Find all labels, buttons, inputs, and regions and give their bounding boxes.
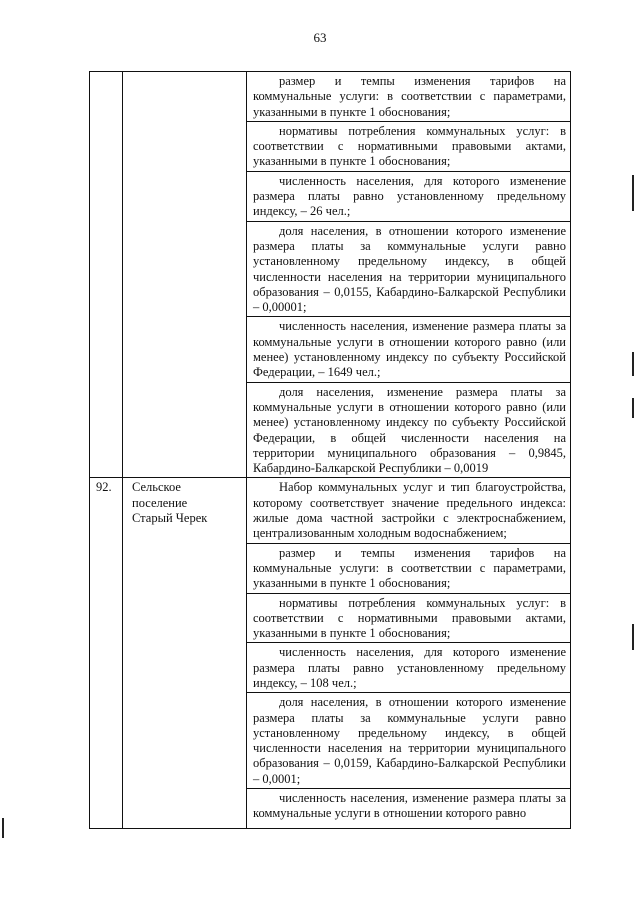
tariff-table xyxy=(89,71,571,829)
parameter-paragraph: размер и темпы изменения тарифов на коммунальные услуги: в соответствии с параметрами, указанными в пункте 1 обоснования; xyxy=(247,544,570,594)
parameter-paragraph: нормативы потребления коммунальных услуг: в соответствии с нормативными правовыми актами, указанными в пункте 1 обоснования; xyxy=(247,594,570,644)
parameters-cell xyxy=(247,72,571,478)
parameters-cell xyxy=(247,478,571,829)
page-number: 63 xyxy=(313,30,327,45)
table-row xyxy=(90,478,571,829)
parameter-paragraph: размер и темпы изменения тарифов на коммунальные услуги: в соответствии с параметрами, указанными в пункте 1 обоснования; xyxy=(247,72,570,122)
settlement-name-line: Старый Черек xyxy=(132,511,208,526)
settlement-name-cell xyxy=(123,72,247,478)
table-row xyxy=(90,72,571,478)
scan-edge-mark xyxy=(2,818,4,838)
parameter-paragraph: численность населения, изменение размера платы за коммунальные услуги в отношении которого равно xyxy=(253,791,566,821)
parameter-paragraph: численность населения, для которого изменение размера платы равно установленному предельному индексу, – 26 чел.; xyxy=(247,172,570,222)
settlement-name-line: поселение xyxy=(132,495,188,510)
scan-edge-mark xyxy=(632,624,634,650)
parameter-paragraph: доля населения, в отношении которого изменение размера платы за коммунальные услуги равно установленному предельному индексу, в общей численности населения на территории муниципального образования – 0,0155, Кабардино-Балкарской Республики – 0,00001; xyxy=(247,222,570,318)
parameter-paragraph: доля населения, изменение размера платы за коммунальные услуги в отношении которого равно (или менее) установленному индексу по субъекту Российской Федерации, в общей численности населения на территории муниципального образования – 0,9845, Кабардино-Балкарской Республики – 0,0019 xyxy=(253,384,566,476)
parameter-paragraph: Набор коммунальных услуг и тип благоустройства, которому соответствует значение предельного индекса: жилые дома частной застройки с электроснабжением, централизованным холодным водоснабжением; xyxy=(247,478,570,543)
parameter-paragraph: нормативы потребления коммунальных услуг: в соответствии с нормативными правовыми актами, указанными в пункте 1 обоснования; xyxy=(247,122,570,172)
scan-edge-mark xyxy=(632,175,634,211)
settlement-name-line: Сельское xyxy=(132,480,181,495)
scan-edge-mark xyxy=(632,352,634,376)
scan-edge-mark xyxy=(632,398,634,418)
parameter-paragraph: доля населения, в отношении которого изменение размера платы за коммунальные услуги равно установленному предельному индексу, в общей численности населения на территории муниципального образования – 0,0159, Кабардино-Балкарской Республики – 0,0001; xyxy=(247,693,570,789)
settlement-name-cell xyxy=(123,478,247,829)
row-number-cell xyxy=(90,72,123,478)
parameter-paragraph: численность населения, изменение размера платы за коммунальные услуги в отношении которого равно (или менее) установленному индексу по субъекту Российской Федерации, – 1649 чел.; xyxy=(247,317,570,382)
row-number-cell: 92. xyxy=(90,478,123,829)
parameter-paragraph: численность населения, для которого изменение размера платы равно установленному предельному индексу, – 108 чел.; xyxy=(247,643,570,693)
